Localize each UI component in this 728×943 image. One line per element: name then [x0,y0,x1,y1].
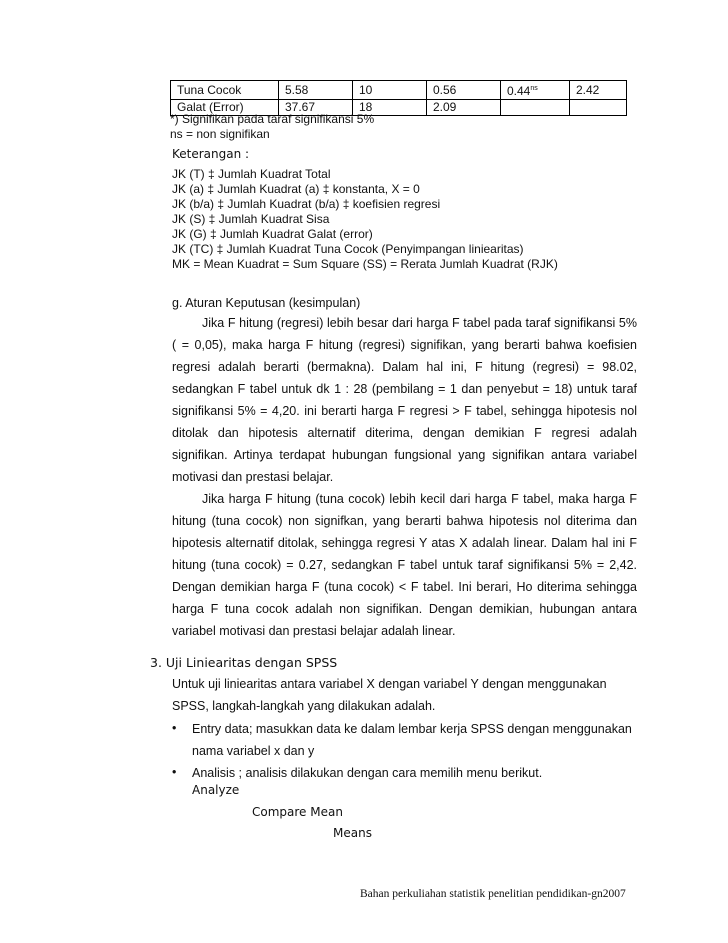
note-ns: ns = non signifikan [170,127,270,141]
table-cell: Galat (Error) [171,100,279,116]
page-footer: Bahan perkuliahan statistik penelitian pendidikan-gn2007 [360,888,626,900]
table-cell: 2.42 [570,81,627,100]
keterangan-line: JK (T) ‡ Jumlah Kuadrat Total [172,167,331,181]
keterangan-line: JK (TC) ‡ Jumlah Kuadrat Tuna Cocok (Penyimpangan liniearitas) [172,242,524,256]
section-3-intro: SPSS, langkah-langkah yang dilakukan adalah. [172,699,436,713]
table-cell [501,100,570,116]
table-cell [501,81,570,100]
keterangan-title: Keterangan : [172,147,250,161]
table-cell: 2.09 [427,100,501,116]
section-3-heading: 3. Uji Liniearitas dengan SPSS [150,655,338,670]
table-row [171,81,627,100]
table-cell [570,100,627,116]
menu-analyze: Analyze [192,783,240,797]
bullet-text: Analisis ; analisis dilakukan dengan cara memilih menu berikut. [192,766,543,780]
ns-superscript: ns [530,85,538,92]
table-cell: Tuna Cocok [171,81,279,100]
section-g-heading: g. Aturan Keputusan (kesimpulan) [172,296,361,310]
keterangan-line: JK (S) ‡ Jumlah Kuadrat Sisa [172,212,330,226]
bullet-icon: • [172,765,177,779]
section-g-body [172,312,637,642]
bullet-text: nama variabel x dan y [192,744,315,758]
bullet-text: Entry data; masukkan data ke dalam lembar kerja SPSS dengan menggunakan [192,722,632,736]
table-cell: 10 [353,81,427,100]
note-significance: *) Signifikan pada taraf signifikansi 5% [170,112,375,126]
keterangan-line: JK (b/a) ‡ Jumlah Kuadrat (b/a) ‡ koefisien regresi [172,197,441,211]
anova-table [170,80,627,116]
menu-compare-mean: Compare Mean [252,805,343,819]
bullet-icon: • [172,721,177,735]
keterangan-line: JK (G) ‡ Jumlah Kuadrat Galat (error) [172,227,373,241]
table-cell: 5.58 [279,81,353,100]
section-3-intro: Untuk uji liniearitas antara variabel X dengan variabel Y dengan menggunakan [172,677,607,691]
table-cell: 18 [353,100,427,116]
table-cell: 37.67 [279,100,353,116]
keterangan-line: JK (a) ‡ Jumlah Kuadrat (a) ‡ konstanta, X = 0 [172,182,420,196]
menu-means: Means [333,826,372,840]
paragraph: Jika F hitung (regresi) lebih besar dari harga F tabel pada taraf signifikansi 5% ( = 0,05), maka harga F hitung (regresi) signifikan, yang berarti bahwa koefisien regresi adalah berarti (bermakna). Dalam hal ini, F hitung (regresi) = 98.02, sedangkan F tabel untuk dk 1 : 28 (pembilang = 1 dan penyebut = 18) untuk taraf signifikansi 5% = 4,20. ini berarti harga F regresi > F tabel, sehingga hipotesis nol ditolak dan hipotesis alternatif diterima, dengan demikian F regresi adalah signifikan. Artinya terdapat hubungan fungsional yang signifikan antara variabel motivasi dan prestasi belajar. [172,316,637,484]
keterangan-line: MK = Mean Kuadrat = Sum Square (SS) = Rerata Jumlah Kuadrat (RJK) [172,257,558,271]
paragraph: Jika harga F hitung (tuna cocok) lebih kecil dari harga F tabel, maka harga F hitung (tuna cocok) non signifkan, yang berarti bahwa hipotesis nol diterima dan hipotesis alternatif ditolak, sehingga regresi Y atas X adalah linear. Dalam hal ini F hitung (tuna cocok) = 0.27, sedangkan F tabel untuk taraf signifikansi 5% = 2,42. Dengan demikian harga F (tuna cocok) < F tabel. Ini berari, Ho diterima sehingga harga F tuna cocok adalah non signifikan. Dengan demikian, hubungan antara variabel motivasi dan prestasi belajar adalah linear. [172,492,637,638]
table-cell: 0.56 [427,81,501,100]
f-value: 0.44 [507,84,531,98]
